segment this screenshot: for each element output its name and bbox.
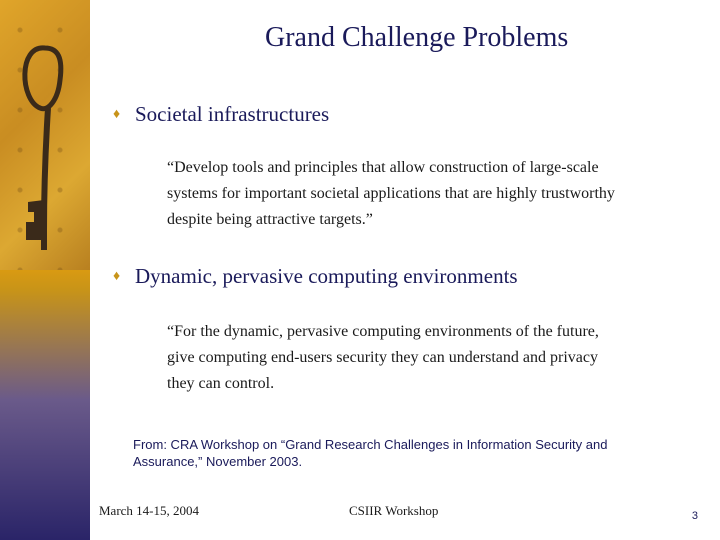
diamond-bullet-icon: ♦: [113, 107, 121, 122]
key-icon: [0, 0, 90, 280]
footer-event: CSIIR Workshop: [349, 503, 439, 518]
diamond-bullet-icon: ♦: [113, 269, 121, 284]
bullet-quote: “Develop tools and principles that allow construction of large-scale systems for important societal applications that are highly trustworthy despite being attractive targets.”: [167, 159, 615, 228]
bullet-societal-infrastructures: [113, 102, 329, 127]
page-title: Grand Challenge Problems: [265, 22, 569, 53]
bullet-quote: “For the dynamic, pervasive computing environments of the future, give computing end-users security they can understand and privacy they can control.: [167, 323, 599, 392]
footer-date: March 14-15, 2004: [99, 503, 200, 518]
bullet-heading: Societal infrastructures: [135, 102, 330, 126]
sidebar-decoration: [0, 0, 90, 540]
page-number: 3: [691, 510, 698, 522]
source-citation: From: CRA Workshop on “Grand Research Challenges in Information Security and Assurance,” November 2003.: [133, 437, 608, 469]
bullet-heading: Dynamic, pervasive computing environments: [135, 264, 518, 288]
bullet-dynamic-computing: [113, 264, 518, 289]
